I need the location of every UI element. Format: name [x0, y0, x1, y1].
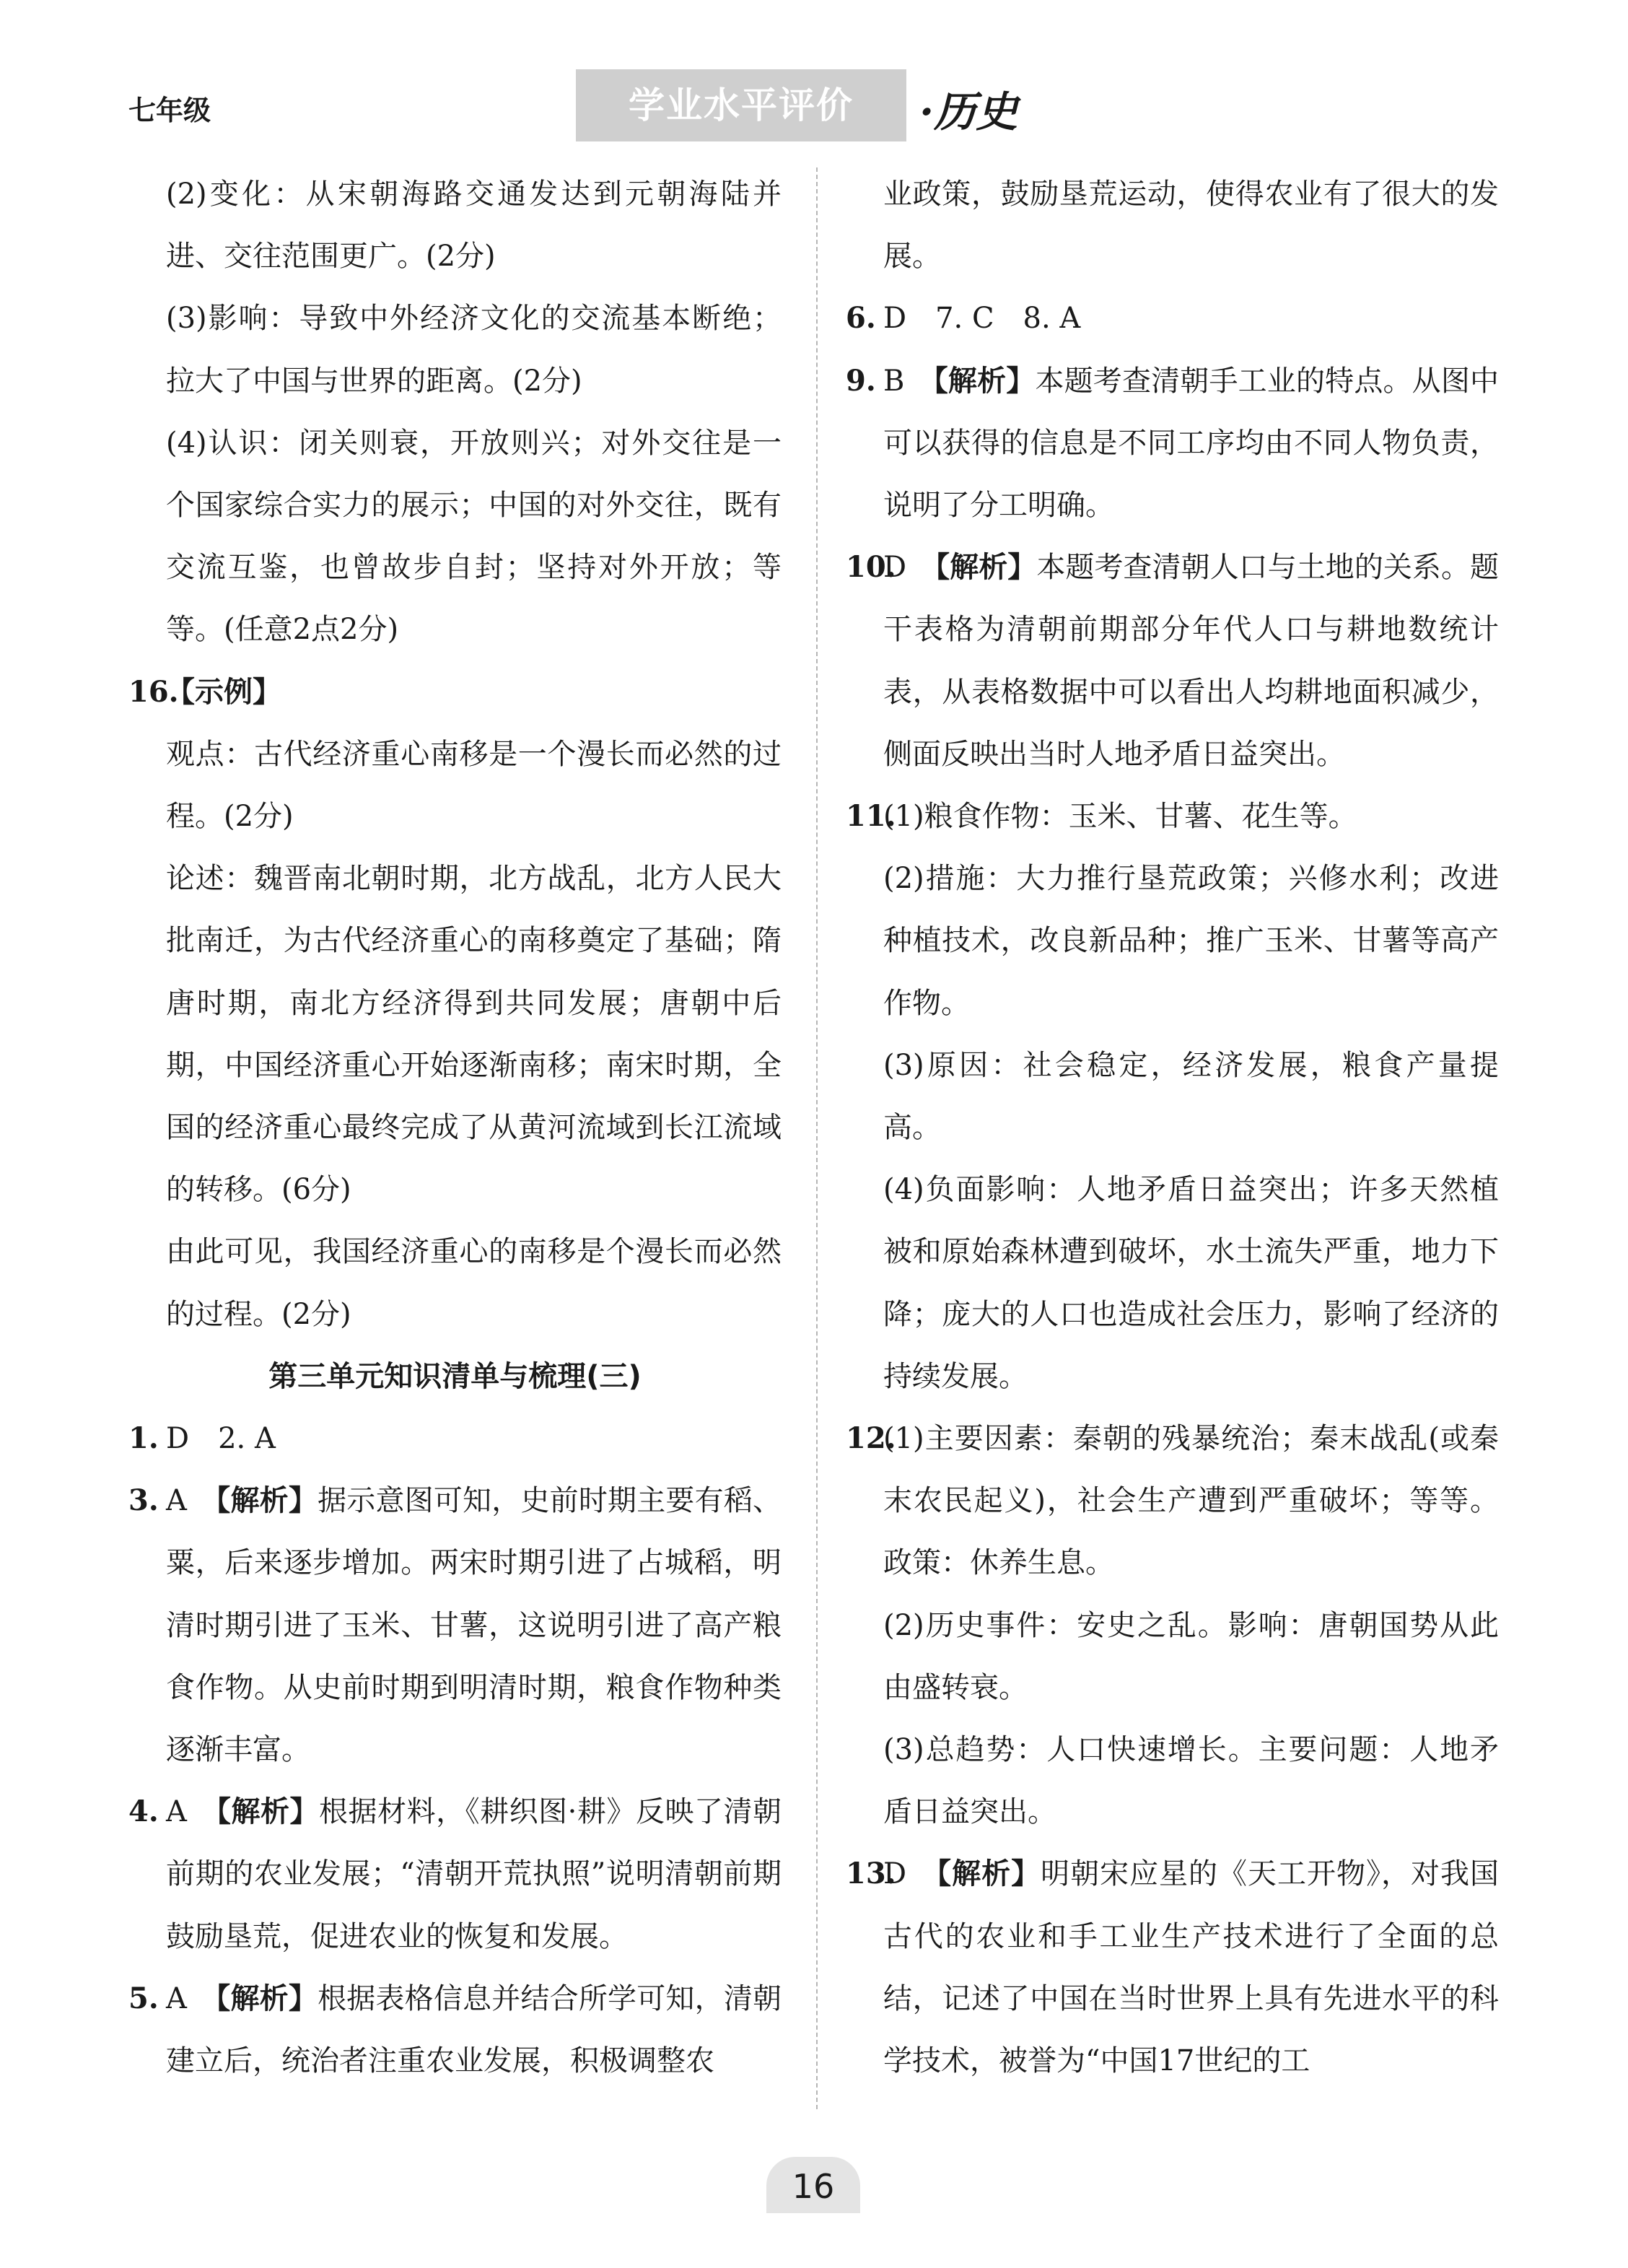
q4-analysis: 根据材料，《耕织图·耕》反映了清朝前期的农业发展；“清朝开荒执照”说明清朝前期鼓励垦荒，促进农业的恢复和发展。 [166, 1795, 782, 1953]
q1-2-item [128, 1408, 782, 1470]
q5-number: 5. [128, 1981, 159, 2015]
q11-item [846, 785, 1499, 847]
q12-number: 12. [846, 1421, 896, 1456]
q3-analysis-tag: 【解析】 [216, 1484, 318, 1518]
q4-analysis-tag: 【解析】 [216, 1795, 320, 1829]
q13-number: 13. [846, 1857, 896, 1891]
q12-part3: (3)总趋势：人口快速增长。主要问题：人地矛盾日益突出。 [883, 1733, 1499, 1829]
q11-part3: (3)原因：社会稳定，经济发展，粮食产量提高。 [883, 1048, 1499, 1145]
q6-8-item [846, 287, 1499, 349]
q4-number: 4. [128, 1794, 159, 1829]
subject-title: ·历史 [919, 87, 1018, 136]
right-column [846, 163, 1499, 2092]
q11-part2: (2)措施：大力推行垦荒政策；兴修水利；改进种植技术，改良新品种；推广玉米、甘薯等高产作物。 [883, 862, 1499, 1020]
q4-item [128, 1781, 782, 1968]
q13-analysis-tag: 【解析】 [937, 1857, 1041, 1891]
q9-answer: B [883, 364, 934, 398]
left-column [128, 163, 782, 2092]
q5-answer: A [166, 1981, 216, 2015]
q6-number: 6. [846, 301, 876, 336]
q16-argument: 论述：魏晋南北朝时期，北方战乱，北方人民大批南迁，为古代经济重心的南移奠定了基础；隋唐时期，南北方经济得到共同发展；唐朝中后期，中国经济重心开始逐渐南移；南宋时期，全国的经济重心最终完成了从黄河流域到长江流域的转移。(6分) [166, 862, 782, 1207]
q3-answer: A [166, 1484, 216, 1518]
q10-item [846, 536, 1499, 785]
q10-analysis: 本题考查清朝人口与土地的关系。题干表格为清朝前期部分年代人口与耕地数统计表，从表格数据中可以看出人均耕地面积减少，侧面反映出当时人地矛盾日益突出。 [883, 551, 1500, 771]
q4-answer: A [166, 1795, 216, 1829]
column-divider [816, 167, 818, 2109]
q6-8-answers: D 7. C 8. A [883, 302, 1081, 336]
header-banner: 学业水平评价 [576, 69, 906, 141]
q5-item [128, 1968, 782, 2092]
q10-analysis-tag: 【解析】 [935, 551, 1037, 585]
q16-tag: 【示例】 [166, 675, 281, 709]
q3-analysis: 据示意图可知，史前时期主要有稻、粟，后来逐步增加。两宋时期引进了占城稻，明清时期引进了玉米、甘薯，这说明引进了高产粮食作物。从史前时期到明清时期，粮食作物种类逐渐丰富。 [166, 1484, 782, 1767]
q12-part1: (1)主要因素：秦朝的残暴统治；秦末战乱(或秦末农民起义)，社会生产遭到严重破坏；等等。政策：休养生息。 [883, 1422, 1499, 1580]
q11-part4: (4)负面影响：人地矛盾日益突出；许多天然植被和原始森林遭到破坏，水土流失严重，地力下降；庞大的人口也造成社会压力，影响了经济的持续发展。 [883, 1173, 1499, 1393]
q11-number: 11. [846, 799, 896, 834]
q9-analysis-tag: 【解析】 [933, 364, 1036, 398]
q9-number: 9. [846, 363, 876, 398]
q15-part4: (4)认识：闭关则衰，开放则兴；对外交往是一个国家综合实力的展示；中国的对外交往，既有交流互鉴，也曾故步自封；坚持对外开放；等等。(任意2点2分) [166, 426, 782, 647]
q13-answer: D [883, 1857, 937, 1891]
q16-number: 16. [128, 674, 179, 709]
q10-number: 10. [846, 550, 896, 585]
q13-item [846, 1843, 1499, 2092]
q12-part2: (2)历史事件：安史之乱。影响：唐朝国势从此由盛转衰。 [883, 1608, 1499, 1704]
q15-part3: (3)影响：导致中外经济文化的交流基本断绝；拉大了中国与世界的距离。(2分) [166, 302, 782, 398]
q12-item [846, 1408, 1499, 1595]
grade-label: 七年级 [128, 95, 211, 126]
q9-item [846, 350, 1499, 537]
q16-item [128, 661, 782, 723]
q10-answer: D [883, 551, 936, 585]
q11-part1: (1)粮食作物：玉米、甘薯、花生等。 [883, 800, 1357, 834]
q15-part2: (2)变化：从宋朝海路交通发达到元朝海陆并进、交往范围更广。(2分) [166, 178, 782, 274]
q3-number: 3. [128, 1483, 159, 1518]
q1-2-answers: D 2. A [166, 1422, 276, 1456]
q16-conclusion: 由此可见，我国经济重心的南移是个漫长而必然的过程。(2分) [166, 1235, 782, 1331]
q13-analysis: 明朝宋应星的《天工开物》，对我国古代的农业和手工业生产技术进行了全面的总结，记述了中国在当时世界上具有先进水平的科学技术，被誉为“中国17世纪的工 [883, 1857, 1500, 2078]
q16-viewpoint: 观点：古代经济重心南移是一个漫长而必然的过程。(2分) [166, 737, 782, 834]
q5-continuation: 业政策，鼓励垦荒运动，使得农业有了很大的发展。 [883, 178, 1499, 274]
q3-item [128, 1470, 782, 1781]
page-number: 16 [766, 2157, 860, 2213]
section-title: 第三单元知识清单与梳理(三) [268, 1359, 642, 1393]
q1-number: 1. [128, 1421, 159, 1456]
q5-analysis: 根据表格信息并结合所学可知，清朝建立后，统治者注重农业发展，积极调整农 [166, 1981, 782, 2078]
q9-analysis: 本题考查清朝手工业的特点。从图中可以获得的信息是不同工序均由不同人物负责，说明了分工明确。 [883, 364, 1500, 523]
q5-analysis-tag: 【解析】 [216, 1981, 318, 2015]
